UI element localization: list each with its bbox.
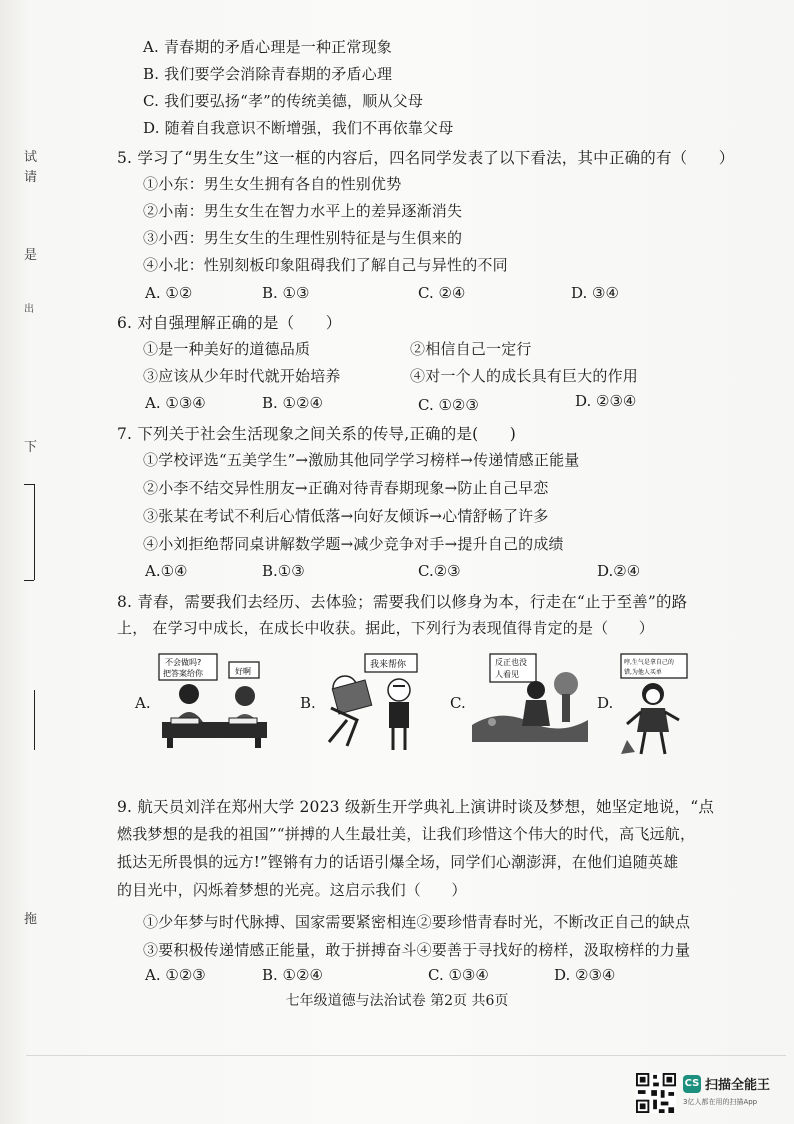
q5-item: ③小西：男生女生的生理性别特征是与生俱来的 <box>143 229 463 247</box>
q8-label-b: B. <box>300 694 316 712</box>
scanner-name: 扫描全能王 <box>705 1078 771 1093</box>
q5-choice-b: B. ①③ <box>262 284 310 302</box>
q5-item: ②小南：男生女生在智力水平上的差异逐渐消失 <box>143 202 463 220</box>
scanner-tagline: 3亿人都在用的扫描App <box>683 1098 758 1106</box>
q4-option-d: D. 随着自我意识不断增强，我们不再依靠父母 <box>143 119 454 137</box>
bubble-text: 把答案给你 <box>163 669 203 678</box>
margin-char: 是 <box>24 248 38 263</box>
binding-line <box>34 690 35 750</box>
q9-stem-line: 燃我梦想的是我的祖国”“拼搏的人生最壮美，让我们珍惜这个伟大的时代，高飞远航， <box>117 825 696 843</box>
q7-choice-b: B.①③ <box>262 562 305 580</box>
q7-item: ②小李不结交异性朋友→正确对待青春期现象→防止自己早恋 <box>143 479 549 497</box>
q5-choice-a: A. ①② <box>145 284 193 302</box>
q7-stem: 7. 下列关于社会生活现象之间关系的传导,正确的是( ) <box>117 425 517 443</box>
q7-item: ①学校评选“五美学生”→激励其他同学学习榜样→传递情感正能量 <box>143 451 580 469</box>
q9-stem-line: 9. 航天员刘洋在郑州大学 2023 级新生开学典礼上演讲时谈及梦想，她坚定地说，“点 <box>117 798 715 816</box>
q9-stem-line: 的目光中，闪烁着梦想的光亮。这启示我们（ ） <box>117 881 467 899</box>
margin-char: 请 <box>24 170 38 185</box>
q7-choice-c: C.②③ <box>418 562 461 580</box>
bubble-text: 错,为他人买单 <box>624 669 662 676</box>
q4-option-b: B. 我们要学会消除青春期的矛盾心理 <box>143 65 393 83</box>
q9-choice-c: C. ①③④ <box>428 966 489 984</box>
binding-line <box>24 484 34 485</box>
q8-illustrations <box>135 650 695 760</box>
q8-stem-line: 8. 青春，需要我们去经历、去体验；需要我们以修身为本，行走在“止于至善”的路 <box>117 593 688 611</box>
q8-label-a: A. <box>135 694 151 712</box>
camscanner-logo: CS <box>683 1075 701 1093</box>
q9-choice-d: D. ②③④ <box>554 966 616 984</box>
angry-student-illustration <box>613 650 693 760</box>
q5-item: ④小北：性别刻板印象阻碍我们了解自己与异性的不同 <box>143 256 508 274</box>
littering-illustration <box>470 650 590 745</box>
q5-choice-d: D. ③④ <box>571 284 619 302</box>
helping-illustration <box>317 650 437 755</box>
q6-item: ③应该从少年时代就开始培养 <box>143 367 341 385</box>
q9-item-line: ①少年梦与时代脉搏、国家需要紧密相连②要珍惜青春时光，不断改正自己的缺点 <box>143 913 691 931</box>
q6-choice-d: D. ②③④ <box>575 392 637 410</box>
q8-label-c: C. <box>450 694 466 712</box>
q9-stem-line: 抵达无所畏惧的远方!”铿锵有力的话语引爆全场，同学们心潮澎湃，在他们追随英雄 <box>117 853 679 871</box>
binding-line <box>24 580 34 581</box>
q7-choice-d: D.②④ <box>597 562 641 580</box>
bubble-text: 哼,生气是拿自己的 <box>624 659 674 666</box>
q5-stem: 5. 学习了“男生女生”这一框的内容后，四名同学发表了以下看法，其中正确的有（ ） <box>117 149 735 167</box>
margin-char: 出 <box>24 304 34 315</box>
q6-item: ①是一种美好的道德品质 <box>143 340 311 358</box>
q6-choice-b: B. ①②④ <box>262 394 323 412</box>
q4-option-a: A. 青春期的矛盾心理是一种正常现象 <box>143 38 392 56</box>
q5-choice-c: C. ②④ <box>418 284 466 302</box>
q6-item: ④对一个人的成长具有巨大的作用 <box>410 367 639 385</box>
q6-item: ②相信自己一定行 <box>410 340 532 358</box>
q8-label-d: D. <box>597 694 614 712</box>
q7-item: ③张某在考试不利后心情低落→向好友倾诉→心情舒畅了许多 <box>143 507 549 525</box>
cheating-illustration <box>157 650 272 750</box>
q4-option-c: C. 我们要弘扬“孝”的传统美德，顺从父母 <box>143 92 424 110</box>
page-footer: 七年级道德与法治试卷 第2页 共6页 <box>285 993 509 1009</box>
q9-item-line: ③要积极传递情感正能量，敢于拼搏奋斗④要善于寻找好的榜样，汲取榜样的力量 <box>143 941 691 959</box>
q6-stem: 6. 对自强理解正确的是（ ） <box>117 314 342 332</box>
bubble-text: 我来帮你 <box>370 660 407 670</box>
q6-choice-a: A. ①③④ <box>145 394 206 412</box>
q9-choice-b: B. ①②④ <box>262 966 323 984</box>
scan-edge <box>26 1055 786 1056</box>
bubble-text: 不会做吗? <box>165 658 202 667</box>
q6-choice-c: C. ①②③ <box>418 396 479 414</box>
qr-code-icon <box>636 1073 676 1113</box>
bubble-text: 好啊 <box>235 667 251 676</box>
q7-item: ④小刘拒绝帮同桌讲解数学题→减少竞争对手→提升自己的成绩 <box>143 535 564 553</box>
q7-choice-a: A.①④ <box>145 562 188 580</box>
q8-stem-line: 上， 在学习中成长，在成长中收获。据此，下列行为表现值得肯定的是（ ） <box>117 619 654 637</box>
q5-item: ①小东：男生女生拥有各自的性别优势 <box>143 175 402 193</box>
bubble-text: 人看见 <box>495 670 519 679</box>
q9-choice-a: A. ①②③ <box>145 966 206 984</box>
margin-char: 试 <box>24 150 38 165</box>
bubble-text: 反正也没 <box>495 658 527 667</box>
scanner-brand <box>683 1073 770 1107</box>
margin-char: 拖 <box>24 912 38 927</box>
margin-char: 下 <box>24 440 38 455</box>
binding-line <box>34 484 35 580</box>
